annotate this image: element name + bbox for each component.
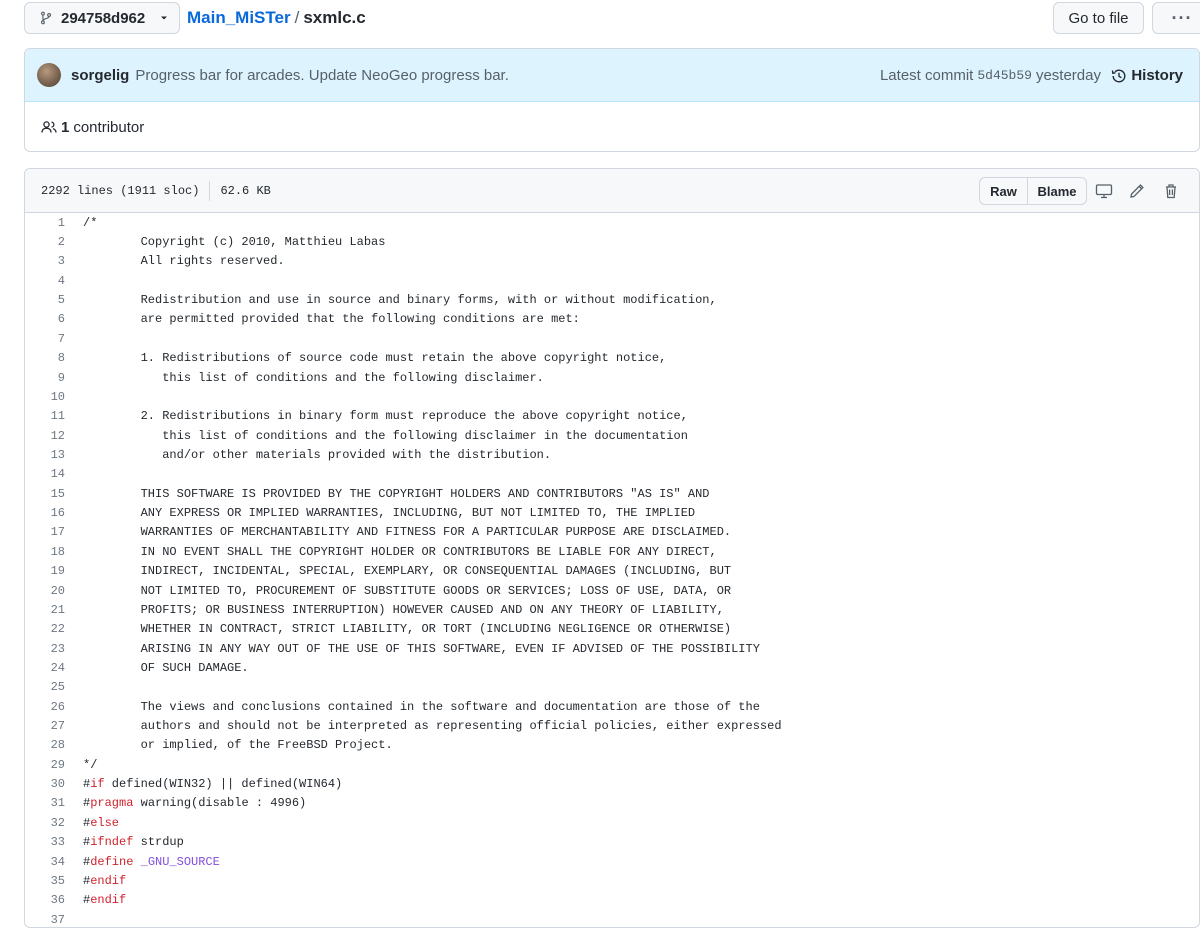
line-number[interactable]: 34	[50, 854, 65, 869]
code-line	[25, 426, 1199, 445]
code-token: All rights reserved.	[83, 254, 285, 269]
line-content	[65, 351, 666, 365]
commit-sha-link[interactable]: 5d45b59	[977, 68, 1032, 83]
code-line	[25, 794, 1199, 813]
line-number[interactable]: 11	[50, 409, 65, 424]
code-token: and/or other materials provided with the distribution.	[83, 447, 552, 462]
line-content	[65, 525, 731, 539]
code-token: endif	[90, 893, 127, 908]
code-token: #	[83, 893, 91, 908]
code-token: authors and should not be interpreted as representing official policies, either expressed	[83, 719, 782, 734]
chevron-down-icon	[159, 13, 169, 23]
line-content	[65, 603, 724, 617]
line-number[interactable]: 36	[50, 893, 65, 908]
code-token: or implied, of the FreeBSD Project.	[83, 738, 393, 753]
code-line	[25, 833, 1199, 852]
line-number[interactable]: 29	[50, 757, 65, 772]
line-content	[65, 738, 393, 752]
code-token: #	[83, 835, 91, 850]
line-number[interactable]: 32	[50, 815, 65, 830]
line-content	[65, 293, 717, 307]
code-token: NOT LIMITED TO, PROCUREMENT OF SUBSTITUTE GOODS OR SERVICES; LOSS OF USE, DATA, OR	[83, 583, 732, 598]
line-content	[65, 661, 249, 675]
line-number[interactable]: 33	[50, 835, 65, 850]
code-line	[25, 503, 1199, 522]
code-line	[25, 852, 1199, 871]
line-number[interactable]: 26	[50, 699, 65, 714]
code-line	[25, 891, 1199, 910]
code-token: Copyright (c) 2010, Matthieu Labas	[83, 235, 386, 250]
line-content	[65, 622, 731, 636]
code-line	[25, 484, 1199, 503]
code-token: ifndef	[90, 835, 134, 850]
line-number[interactable]: 31	[50, 796, 65, 811]
line-number[interactable]: 30	[50, 777, 65, 792]
file-viewer	[24, 168, 1200, 928]
code-token: define	[90, 854, 134, 869]
history-icon	[1111, 68, 1127, 84]
code-line	[25, 542, 1199, 561]
code-token: warning(disable : 4996)	[133, 796, 307, 811]
raw-button[interactable]: Raw	[980, 178, 1028, 204]
code-line	[25, 581, 1199, 600]
line-number[interactable]: 16	[50, 506, 65, 521]
line-number[interactable]: 25	[50, 680, 65, 695]
line-content	[65, 777, 342, 791]
code-token: else	[90, 815, 120, 830]
file-name: sxmlc.c	[303, 8, 366, 27]
code-view	[25, 213, 1199, 928]
code-line	[25, 407, 1199, 426]
line-content	[65, 719, 782, 733]
line-number[interactable]: 18	[50, 544, 65, 559]
code-token: */	[83, 757, 98, 772]
code-token: defined(WIN32) || defined(WIN64)	[104, 777, 343, 792]
line-number[interactable]: 19	[50, 564, 65, 579]
commit-author[interactable]: sorgelig	[71, 66, 130, 84]
code-token: Redistribution and use in source and binary forms, with or without modification,	[83, 293, 717, 308]
code-line	[25, 678, 1199, 697]
line-number[interactable]: 4	[57, 273, 65, 288]
line-content	[65, 216, 97, 230]
repo-link[interactable]: Main_MiSTer	[187, 8, 291, 27]
file-navigation	[24, 2, 1200, 34]
more-options-button[interactable]: ···	[1152, 2, 1200, 34]
code-token: ARISING IN ANY WAY OUT OF THE USE OF THIS SOFTWARE, EVEN IF ADVISED OF THE POSSIBILITY	[83, 641, 760, 656]
file-line-count: 2292 lines (1911 sloc)	[41, 183, 200, 198]
line-content	[65, 874, 126, 888]
code-token: WARRANTIES OF MERCHANTABILITY AND FITNESS FOR A PARTICULAR PURPOSE ARE DISCLAIMED.	[83, 525, 732, 540]
breadcrumb	[187, 2, 366, 34]
line-number[interactable]: 28	[50, 738, 65, 753]
line-content	[65, 855, 220, 869]
code-line	[25, 716, 1199, 735]
blame-button[interactable]: Blame	[1037, 183, 1077, 199]
line-number[interactable]: 35	[50, 873, 65, 888]
line-content	[65, 448, 551, 462]
latest-commit-label: Latest commit	[879, 67, 974, 84]
commit-time: yesterday	[1035, 67, 1101, 84]
code-line	[25, 368, 1199, 387]
latest-commit-info	[880, 49, 1101, 102]
code-line	[25, 774, 1199, 793]
go-to-file-button[interactable]: Go to file	[1053, 2, 1144, 34]
line-number[interactable]: 15	[50, 486, 65, 501]
branch-name: 294758d962	[61, 9, 146, 27]
code-line	[25, 387, 1199, 406]
code-token: THIS SOFTWARE IS PROVIDED BY THE COPYRIGHT HOLDERS AND CONTRIBUTORS "AS IS" AND	[83, 486, 710, 501]
line-number[interactable]: 37	[50, 912, 65, 927]
line-number[interactable]: 14	[50, 467, 65, 482]
code-line	[25, 213, 1199, 232]
line-content	[65, 429, 688, 443]
code-token: IN NO EVENT SHALL THE COPYRIGHT HOLDER OR CONTRIBUTORS BE LIABLE FOR ANY DIRECT,	[83, 544, 717, 559]
line-number[interactable]: 10	[50, 389, 65, 404]
code-line	[25, 252, 1199, 271]
code-line	[25, 871, 1199, 890]
line-content	[65, 700, 760, 714]
trash-icon[interactable]	[1162, 182, 1180, 200]
line-content	[65, 235, 385, 249]
code-line	[25, 445, 1199, 464]
line-content	[65, 796, 306, 810]
code-line	[25, 639, 1199, 658]
code-token: #	[83, 854, 91, 869]
header-divider	[209, 181, 210, 201]
history-link[interactable]	[1111, 49, 1183, 102]
line-number[interactable]: 2	[57, 235, 65, 250]
contributors-row[interactable]	[25, 102, 1199, 152]
file-size: 62.6 KB	[220, 183, 271, 198]
code-line	[25, 271, 1199, 290]
line-content	[65, 564, 731, 578]
code-token	[133, 855, 140, 869]
file-header	[25, 169, 1199, 213]
line-content	[65, 254, 285, 268]
commit-header	[25, 49, 1199, 102]
code-line	[25, 329, 1199, 348]
line-number[interactable]: 20	[50, 583, 65, 598]
code-token: ANY EXPRESS OR IMPLIED WARRANTIES, INCLUDING, BUT NOT LIMITED TO, THE IMPLIED	[83, 506, 696, 521]
code-token: endif	[90, 873, 127, 888]
line-content	[65, 545, 717, 559]
code-token: INDIRECT, INCIDENTAL, SPECIAL, EXEMPLARY, OR CONSEQUENTIAL DAMAGES (INCLUDING, BUT	[83, 564, 732, 579]
code-line	[25, 310, 1199, 329]
code-line	[25, 736, 1199, 755]
line-number[interactable]: 24	[50, 660, 65, 675]
code-token: The views and conclusions contained in the software and documentation are those of the	[83, 699, 760, 714]
history-label: History	[1131, 67, 1183, 84]
code-token: #	[83, 815, 91, 830]
line-content	[65, 893, 126, 907]
line-content	[65, 371, 544, 385]
code-line	[25, 620, 1199, 639]
desktop-icon[interactable]	[1095, 182, 1113, 200]
line-number[interactable]: 21	[50, 602, 65, 617]
code-token: strdup	[133, 835, 184, 850]
code-line	[25, 697, 1199, 716]
latest-commit-box	[24, 48, 1200, 152]
code-line	[25, 232, 1199, 251]
line-number[interactable]: 1	[57, 215, 65, 230]
code-line	[25, 523, 1199, 542]
code-token: PROFITS; OR BUSINESS INTERRUPTION) HOWEVER CAUSED AND ON ANY THEORY OF LIABILITY,	[83, 602, 724, 617]
branch-selector-button[interactable]	[24, 2, 180, 34]
line-content	[65, 409, 688, 423]
line-number[interactable]: 13	[50, 447, 65, 462]
code-token: WHETHER IN CONTRACT, STRICT LIABILITY, OR TORT (INCLUDING NEGLIGENCE OR OTHERWISE)	[83, 622, 732, 637]
code-line	[25, 561, 1199, 580]
code-token: _GNU_SOURCE	[140, 854, 220, 869]
code-line	[25, 349, 1199, 368]
code-line	[25, 290, 1199, 309]
line-number[interactable]: 5	[57, 293, 65, 308]
file-action-buttons	[979, 177, 1087, 205]
code-token: #	[83, 796, 91, 811]
line-content	[65, 816, 119, 830]
avatar[interactable]	[37, 63, 61, 87]
line-content	[65, 487, 710, 501]
line-number[interactable]: 23	[50, 641, 65, 656]
pencil-icon[interactable]	[1128, 182, 1146, 200]
code-token: this list of conditions and the following disclaimer.	[83, 370, 544, 385]
line-number[interactable]: 9	[57, 370, 65, 385]
code-line	[25, 910, 1199, 928]
code-line	[25, 658, 1199, 677]
line-content	[65, 835, 184, 849]
code-line	[25, 465, 1199, 484]
line-content	[65, 312, 580, 326]
code-token: are permitted provided that the following conditions are met:	[83, 312, 580, 327]
line-content	[65, 642, 760, 656]
line-content	[65, 506, 695, 520]
line-content	[65, 584, 731, 598]
commit-message[interactable]: Progress bar for arcades. Update NeoGeo progress bar.	[135, 66, 509, 84]
code-token: if	[90, 777, 105, 792]
code-token: 1. Redistributions of source code must retain the above copyright notice,	[83, 351, 667, 366]
code-line	[25, 813, 1199, 832]
code-token: this list of conditions and the following disclaimer in the documentation	[83, 428, 688, 443]
line-number[interactable]: 17	[50, 525, 65, 540]
line-number[interactable]: 12	[50, 428, 65, 443]
code-line	[25, 755, 1199, 774]
line-number[interactable]: 22	[50, 622, 65, 637]
line-number[interactable]: 7	[57, 331, 65, 346]
line-number[interactable]: 27	[50, 719, 65, 734]
code-token: #	[83, 873, 91, 888]
contributors-count: 1	[61, 118, 70, 136]
line-number[interactable]: 3	[57, 254, 65, 269]
code-token: pragma	[90, 796, 134, 811]
code-line	[25, 600, 1199, 619]
git-branch-icon	[39, 10, 53, 26]
contributors-label: contributor	[73, 118, 145, 136]
code-token: 2. Redistributions in binary form must reproduce the above copyright notice,	[83, 409, 688, 424]
line-content	[65, 758, 97, 772]
code-token: #	[83, 777, 91, 792]
line-number[interactable]: 6	[57, 312, 65, 327]
code-token: OF SUCH DAMAGE.	[83, 660, 249, 675]
people-icon	[41, 119, 57, 135]
line-number[interactable]: 8	[57, 351, 65, 366]
code-token: /*	[83, 215, 98, 230]
breadcrumb-separator: /	[294, 8, 300, 27]
